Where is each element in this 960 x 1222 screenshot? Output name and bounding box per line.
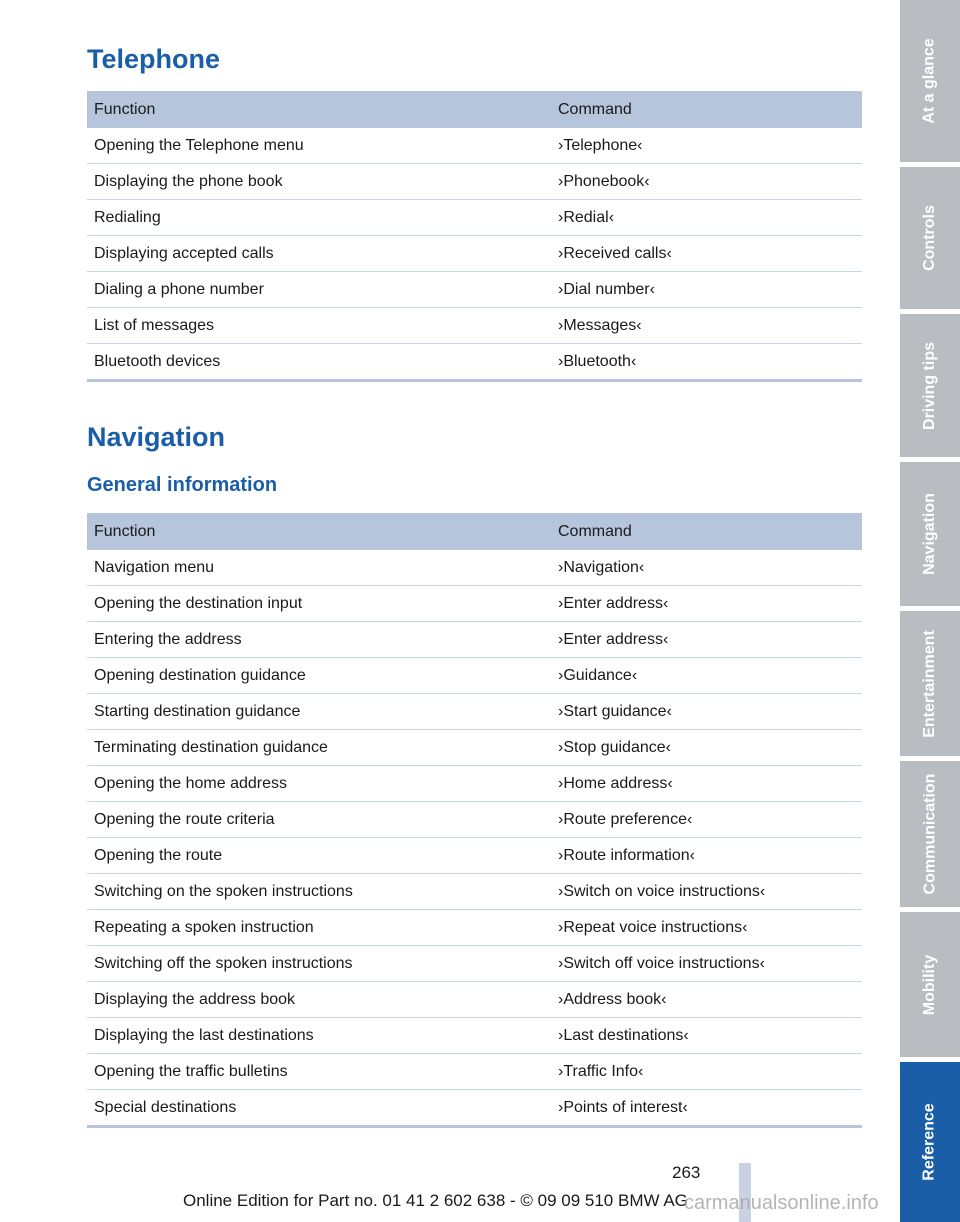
command-cell: ›Enter address‹ (551, 622, 862, 658)
command-cell: ›Stop guidance‹ (551, 730, 862, 766)
command-cell: ›Address book‹ (551, 982, 862, 1018)
command-cell: ›Route preference‹ (551, 802, 862, 838)
table-row (87, 164, 862, 200)
table-row (87, 1090, 862, 1127)
table-row (87, 730, 862, 766)
function-cell: Terminating destination guidance (87, 730, 551, 766)
command-cell: ›Navigation‹ (551, 550, 862, 586)
table-row (87, 586, 862, 622)
watermark: carmanualsonline.info (684, 1192, 879, 1214)
command-cell: ›Dial number‹ (551, 272, 862, 308)
command-cell: ›Last destinations‹ (551, 1018, 862, 1054)
function-cell: Switching on the spoken instructions (87, 874, 551, 910)
table-row (87, 236, 862, 272)
function-cell: Entering the address (87, 622, 551, 658)
table-row (87, 272, 862, 308)
table-header-row (87, 513, 862, 550)
tab-communication[interactable]: Communication (900, 761, 960, 907)
function-cell: Opening destination guidance (87, 658, 551, 694)
page-number: 263 (672, 1163, 701, 1182)
command-cell: ›Received calls‹ (551, 236, 862, 272)
table-row (87, 802, 862, 838)
command-cell: ›Repeat voice instructions‹ (551, 910, 862, 946)
command-cell: ›Enter address‹ (551, 586, 862, 622)
function-cell: Dialing a phone number (87, 272, 551, 308)
column-header-command: Command (551, 91, 862, 128)
function-cell: Opening the route criteria (87, 802, 551, 838)
function-cell: Displaying the last destinations (87, 1018, 551, 1054)
command-cell: ›Switch on voice instructions‹ (551, 874, 862, 910)
command-cell: ›Messages‹ (551, 308, 862, 344)
table-header-row (87, 91, 862, 128)
tab-entertainment[interactable]: Entertainment (900, 611, 960, 756)
command-cell: ›Start guidance‹ (551, 694, 862, 730)
table-row (87, 910, 862, 946)
tab-controls[interactable]: Controls (900, 167, 960, 309)
command-cell: ›Points of interest‹ (551, 1090, 862, 1127)
function-cell: Switching off the spoken instructions (87, 946, 551, 982)
table-row (87, 694, 862, 730)
function-cell: Navigation menu (87, 550, 551, 586)
table-row (87, 200, 862, 236)
table-row (87, 344, 862, 381)
command-cell: ›Bluetooth‹ (551, 344, 862, 381)
function-cell: Displaying the address book (87, 982, 551, 1018)
navigation-table (87, 513, 862, 1128)
navigation-title: Navigation (87, 422, 226, 452)
table-row (87, 308, 862, 344)
table-row (87, 1054, 862, 1090)
table-row (87, 622, 862, 658)
tab-navigation[interactable]: Navigation (900, 462, 960, 606)
column-header-command: Command (551, 513, 862, 550)
table-row (87, 838, 862, 874)
table-row (87, 982, 862, 1018)
function-cell: Displaying the phone book (87, 164, 551, 200)
function-cell: List of messages (87, 308, 551, 344)
command-cell: ›Telephone‹ (551, 128, 862, 164)
function-cell: Opening the route (87, 838, 551, 874)
function-cell: Special destinations (87, 1090, 551, 1127)
table-row (87, 550, 862, 586)
command-cell: ›Phonebook‹ (551, 164, 862, 200)
function-cell: Opening the Telephone menu (87, 128, 551, 164)
table-row (87, 128, 862, 164)
chapter-tabs (900, 0, 960, 1222)
function-cell: Starting destination guidance (87, 694, 551, 730)
table-row (87, 766, 862, 802)
function-cell: Redialing (87, 200, 551, 236)
tab-driving-tips[interactable]: Driving tips (900, 314, 960, 457)
function-cell: Repeating a spoken instruction (87, 910, 551, 946)
function-cell: Bluetooth devices (87, 344, 551, 381)
table-row (87, 658, 862, 694)
column-header-function: Function (87, 91, 551, 128)
command-cell: ›Guidance‹ (551, 658, 862, 694)
command-cell: ›Redial‹ (551, 200, 862, 236)
navigation-subtitle: General information (87, 474, 278, 496)
command-cell: ›Switch off voice instructions‹ (551, 946, 862, 982)
function-cell: Opening the traffic bulletins (87, 1054, 551, 1090)
table-row (87, 946, 862, 982)
table-row (87, 1018, 862, 1054)
tab-at-a-glance[interactable]: At a glance (900, 0, 960, 162)
command-cell: ›Route information‹ (551, 838, 862, 874)
function-cell: Opening the destination input (87, 586, 551, 622)
command-cell: ›Traffic Info‹ (551, 1054, 862, 1090)
column-header-function: Function (87, 513, 551, 550)
function-cell: Opening the home address (87, 766, 551, 802)
footer-text: Online Edition for Part no. 01 41 2 602 638 - © 09 09 510 BMW AG (183, 1191, 688, 1210)
table-row (87, 874, 862, 910)
tab-reference[interactable]: Reference (900, 1062, 960, 1222)
command-cell: ›Home address‹ (551, 766, 862, 802)
tab-mobility[interactable]: Mobility (900, 912, 960, 1057)
telephone-title: Telephone (87, 44, 221, 74)
telephone-table (87, 91, 862, 382)
function-cell: Displaying accepted calls (87, 236, 551, 272)
